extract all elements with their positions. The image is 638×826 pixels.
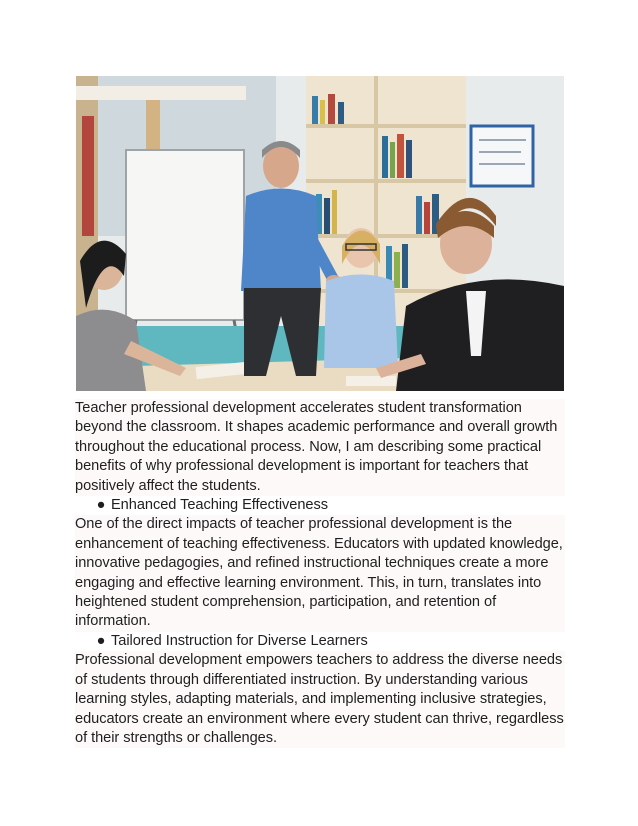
effectiveness-paragraph: One of the direct impacts of teacher professional development is the enhancement of teaching effectiveness. Educators with updated knowledge, innovative pedagogies, and refined instructional techniques create a more engaging and effective learning environment. This, in turn, translates into heightened student comprehension, participation, and retention of information. — [75, 515, 565, 631]
bullet-dot-icon: ● — [96, 632, 106, 649]
bullet-label: Tailored Instruction for Diverse Learners — [111, 632, 368, 649]
bullet-dot-icon: ● — [96, 497, 106, 514]
bullet-item-tailored-instruction — [75, 632, 565, 651]
bullet-label: Enhanced Teaching Effectiveness — [111, 497, 328, 514]
article-body — [75, 399, 565, 748]
intro-paragraph: Teacher professional development accelerates student transformation beyond the classroom. It shapes academic performance and overall growth throughout the educational process. Now, I am describing some practical benefits of why professional development is important for teachers that positively affect the students. — [75, 399, 565, 496]
tailored-paragraph: Professional development empowers teachers to address the diverse needs of students through differentiated instruction. By understanding various learning styles, adapting materials, and implementing inclusive strategies, educators create an environment where every student can thrive, regardless of their strengths or challenges. — [75, 651, 565, 748]
classroom-photo — [76, 76, 564, 391]
bullet-item-enhanced-teaching — [75, 496, 565, 515]
